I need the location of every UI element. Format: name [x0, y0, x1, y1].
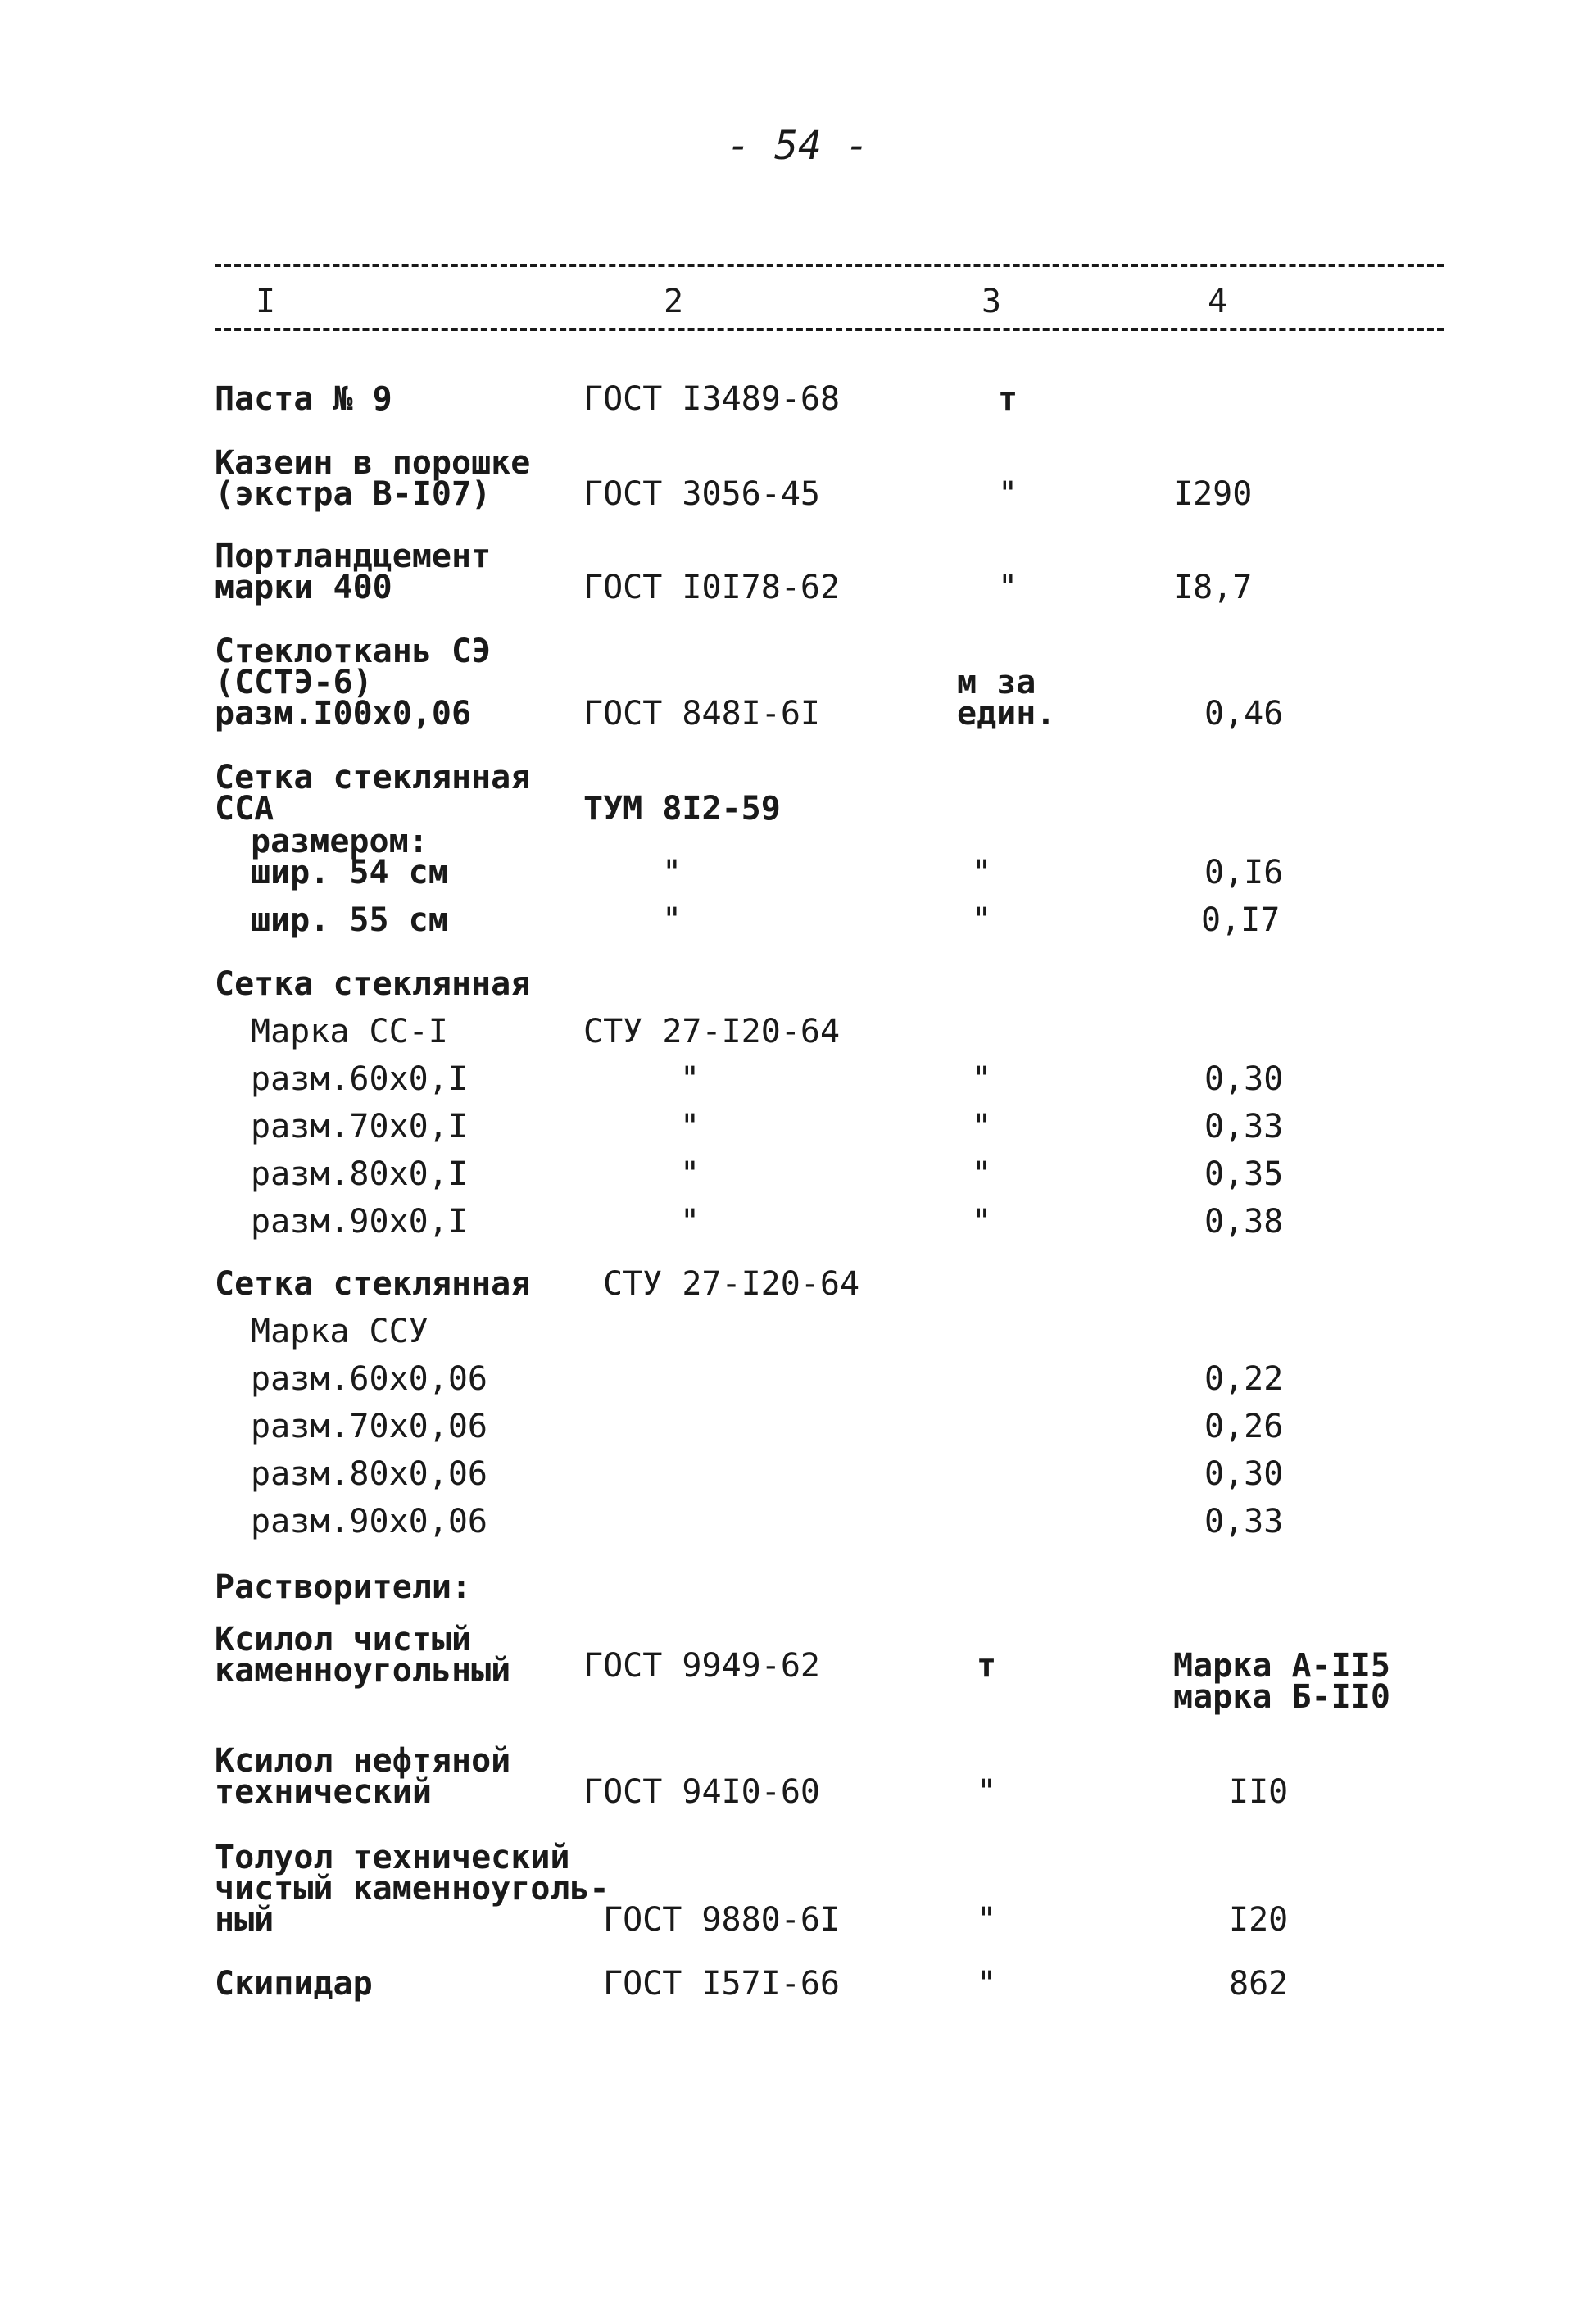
- unit: ": [972, 1060, 992, 1098]
- material-name: разм.80х0,I: [251, 1155, 468, 1193]
- material-name: Растворители:: [215, 1568, 472, 1606]
- header-rule-bottom: [215, 328, 1444, 331]
- material-name: разм.80х0,06: [251, 1455, 487, 1493]
- material-name: Ксилол нефтяной технический: [215, 1742, 511, 1811]
- material-name: Стеклоткань СЭ (ССТЭ-6) разм.I00х0,06: [215, 633, 492, 733]
- unit: ": [972, 1203, 992, 1241]
- unit: ": [998, 475, 1018, 513]
- unit: ": [972, 854, 992, 892]
- standard: ГОСТ 9880-6I: [603, 1901, 840, 1939]
- material-name: Сетка стеклянная ССА: [215, 759, 531, 828]
- unit: м за един.: [957, 664, 1056, 733]
- material-name: размером: шир. 54 см: [251, 823, 448, 892]
- column-number-1: I: [256, 283, 276, 320]
- value: 0,26: [1204, 1408, 1284, 1445]
- standard: ": [680, 1203, 701, 1241]
- standard: ": [680, 1108, 701, 1146]
- value: 0,33: [1204, 1503, 1284, 1540]
- standard: ГОСТ I0I78-62: [583, 569, 841, 606]
- material-name: Ксилол чистый каменноугольный: [215, 1621, 511, 1690]
- unit: т: [998, 380, 1018, 418]
- value: I20: [1229, 1901, 1289, 1939]
- value: 0,22: [1204, 1360, 1284, 1398]
- unit: ": [972, 901, 992, 939]
- material-name: разм.70х0,I: [251, 1108, 468, 1146]
- value: 0,30: [1204, 1060, 1284, 1098]
- material-name: шир. 55 см: [251, 901, 448, 939]
- material-name: разм.60х0,I: [251, 1060, 468, 1098]
- standard: ": [680, 1155, 701, 1193]
- standard: ": [680, 1060, 701, 1098]
- standard: ГОСТ I3489-68: [583, 380, 841, 418]
- standard: ГОСТ 3056-45: [583, 475, 820, 513]
- column-number-2: 2: [664, 283, 684, 320]
- value: 0,I6: [1204, 854, 1284, 892]
- standard: ТУМ 8I2-59: [583, 790, 781, 828]
- material-name: разм.60х0,06: [251, 1360, 487, 1398]
- unit: ": [998, 569, 1018, 606]
- column-number-3: 3: [982, 283, 1002, 320]
- standard: ": [662, 901, 682, 939]
- value: I290: [1173, 475, 1253, 513]
- material-name: Паста № 9: [215, 380, 392, 418]
- unit: ": [977, 1901, 997, 1939]
- material-name: Сетка стеклянная: [215, 1265, 531, 1303]
- value: I8,7: [1173, 569, 1253, 606]
- column-number-4: 4: [1208, 283, 1228, 320]
- header-rule-top: [215, 264, 1444, 267]
- standard: ГОСТ 9949-62: [583, 1647, 820, 1685]
- unit: ": [977, 1965, 997, 2003]
- standard: ГОСТ 94I0-60: [583, 1773, 820, 1811]
- material-name: Портландцемент марки 400: [215, 538, 492, 606]
- material-name: разм.90х0,I: [251, 1203, 468, 1241]
- value: 0,30: [1204, 1455, 1284, 1493]
- unit: ": [972, 1155, 992, 1193]
- material-name: Марка СС-I: [251, 1013, 448, 1050]
- value: II0: [1229, 1773, 1289, 1811]
- page-number: - 54 -: [727, 123, 869, 169]
- value: 0,38: [1204, 1203, 1284, 1241]
- material-name: Марка ССУ: [251, 1313, 428, 1350]
- value: 0,I7: [1201, 901, 1281, 939]
- value: 0,46: [1204, 695, 1284, 733]
- material-name: Толуол технический чистый каменноуголь- ный: [215, 1839, 610, 1939]
- value: 0,35: [1204, 1155, 1284, 1193]
- unit: т: [977, 1647, 997, 1685]
- standard: СТУ 27-I20-64: [583, 1013, 841, 1050]
- material-name: разм.90х0,06: [251, 1503, 487, 1540]
- value: 862: [1229, 1965, 1289, 2003]
- standard: СТУ 27-I20-64: [603, 1265, 860, 1303]
- material-name: Сетка стеклянная: [215, 965, 531, 1003]
- value: 0,33: [1204, 1108, 1284, 1146]
- standard: ГОСТ I57I-66: [603, 1965, 840, 2003]
- unit: ": [972, 1108, 992, 1146]
- value: Марка А-II5 марка Б-II0: [1173, 1647, 1390, 1716]
- unit: ": [977, 1773, 997, 1811]
- standard: ": [662, 854, 682, 892]
- material-name: разм.70х0,06: [251, 1408, 487, 1445]
- material-name: Скипидар: [215, 1965, 373, 2003]
- material-name: Казеин в порошке (экстра В-I07): [215, 444, 531, 513]
- standard: ГОСТ 848I-6I: [583, 695, 820, 733]
